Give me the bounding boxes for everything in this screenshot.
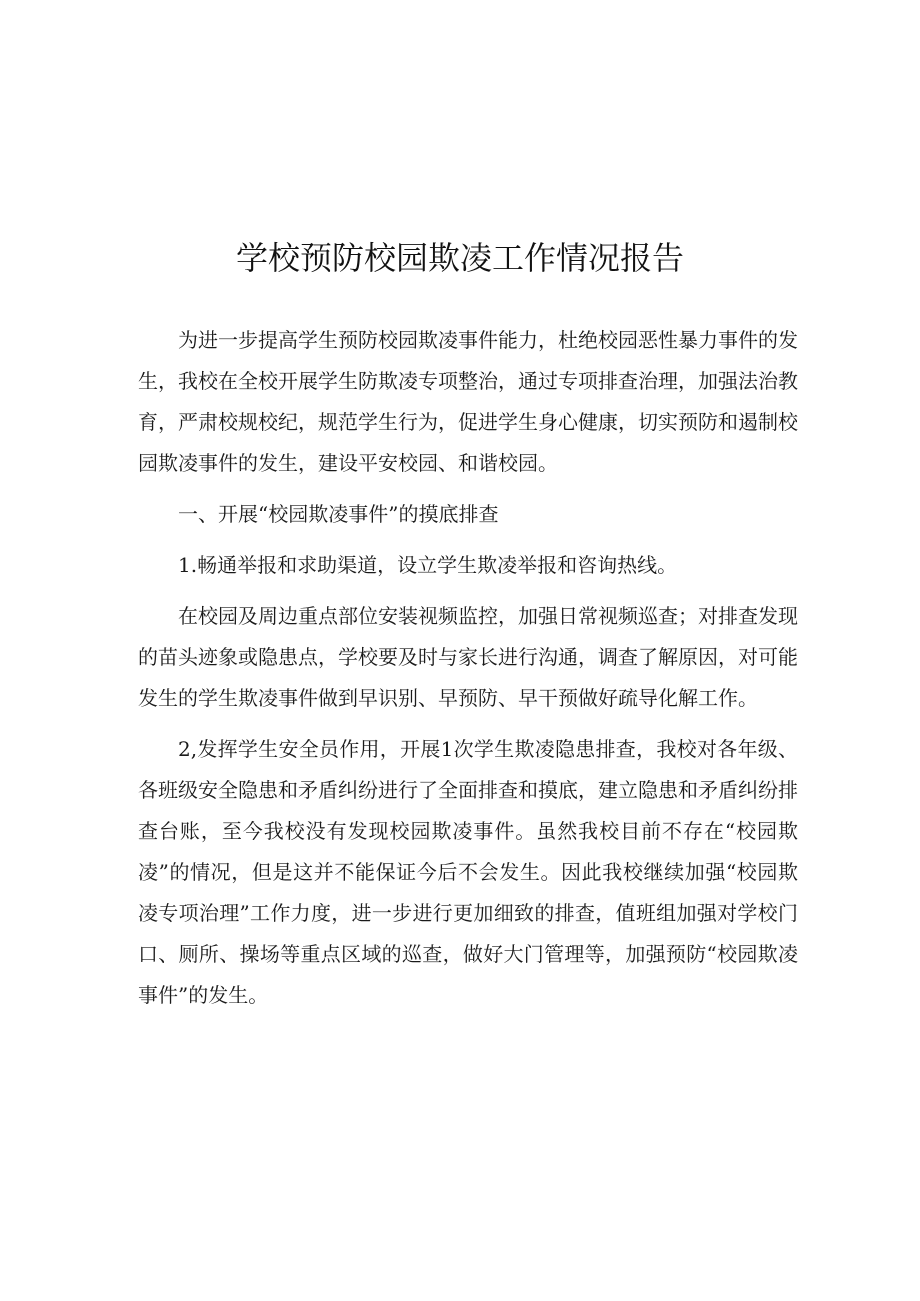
paragraph-item-1: 1.畅通举报和求助渠道，设立学生欺凌举报和咨询热线。 — [178, 553, 678, 577]
paragraph-monitoring: 在校园及周边重点部位安装视频监控，加强日常视频巡查；对排查发现的苗头迹象或隐患点，学校要及时与家长进行沟通，调查了解原因，对可能发生的学生欺凌事件做到早识别、早预防、早干预做好疏导化解工作。 — [138, 604, 798, 710]
paragraph-item-2: 2,发挥学生安全员作用，开展1次学生欺凌隐患排查，我校对各年级、各班级安全隐患和矛盾纠纷进行了全面排查和摸底，建立隐患和矛盾纠纷排查台账，至今我校没有发现校园欺凌事件。虽然我校目前不存在“校园欺凌”的情况，但是这并不能保证今后不会发生。因此我校继续加强“校园欺凌专项治理”工作力度，进一步进行更加细致的排查，值班组加强对学校门口、厕所、操场等重点区域的巡查，做好大门管理等，加强预防“校园欺凌事件”的发生。 — [138, 737, 798, 1007]
section-heading-1: 一、开展“校园欺凌事件”的摸底排查 — [178, 502, 499, 526]
paragraph-intro: 为进一步提高学生预防校园欺凌事件能力，杜绝校园恶性暴力事件的发生，我校在全校开展学生防欺凌专项整治，通过专项排查治理，加强法治教育，严肃校规校纪，规范学生行为，促进学生身心健康，切实预防和遏制校园欺凌事件的发生，建设平安校园、和谐校园。 — [138, 328, 798, 475]
document-title: 学校预防校园欺凌工作情况报告 — [235, 239, 684, 277]
document-body — [138, 320, 798, 1016]
